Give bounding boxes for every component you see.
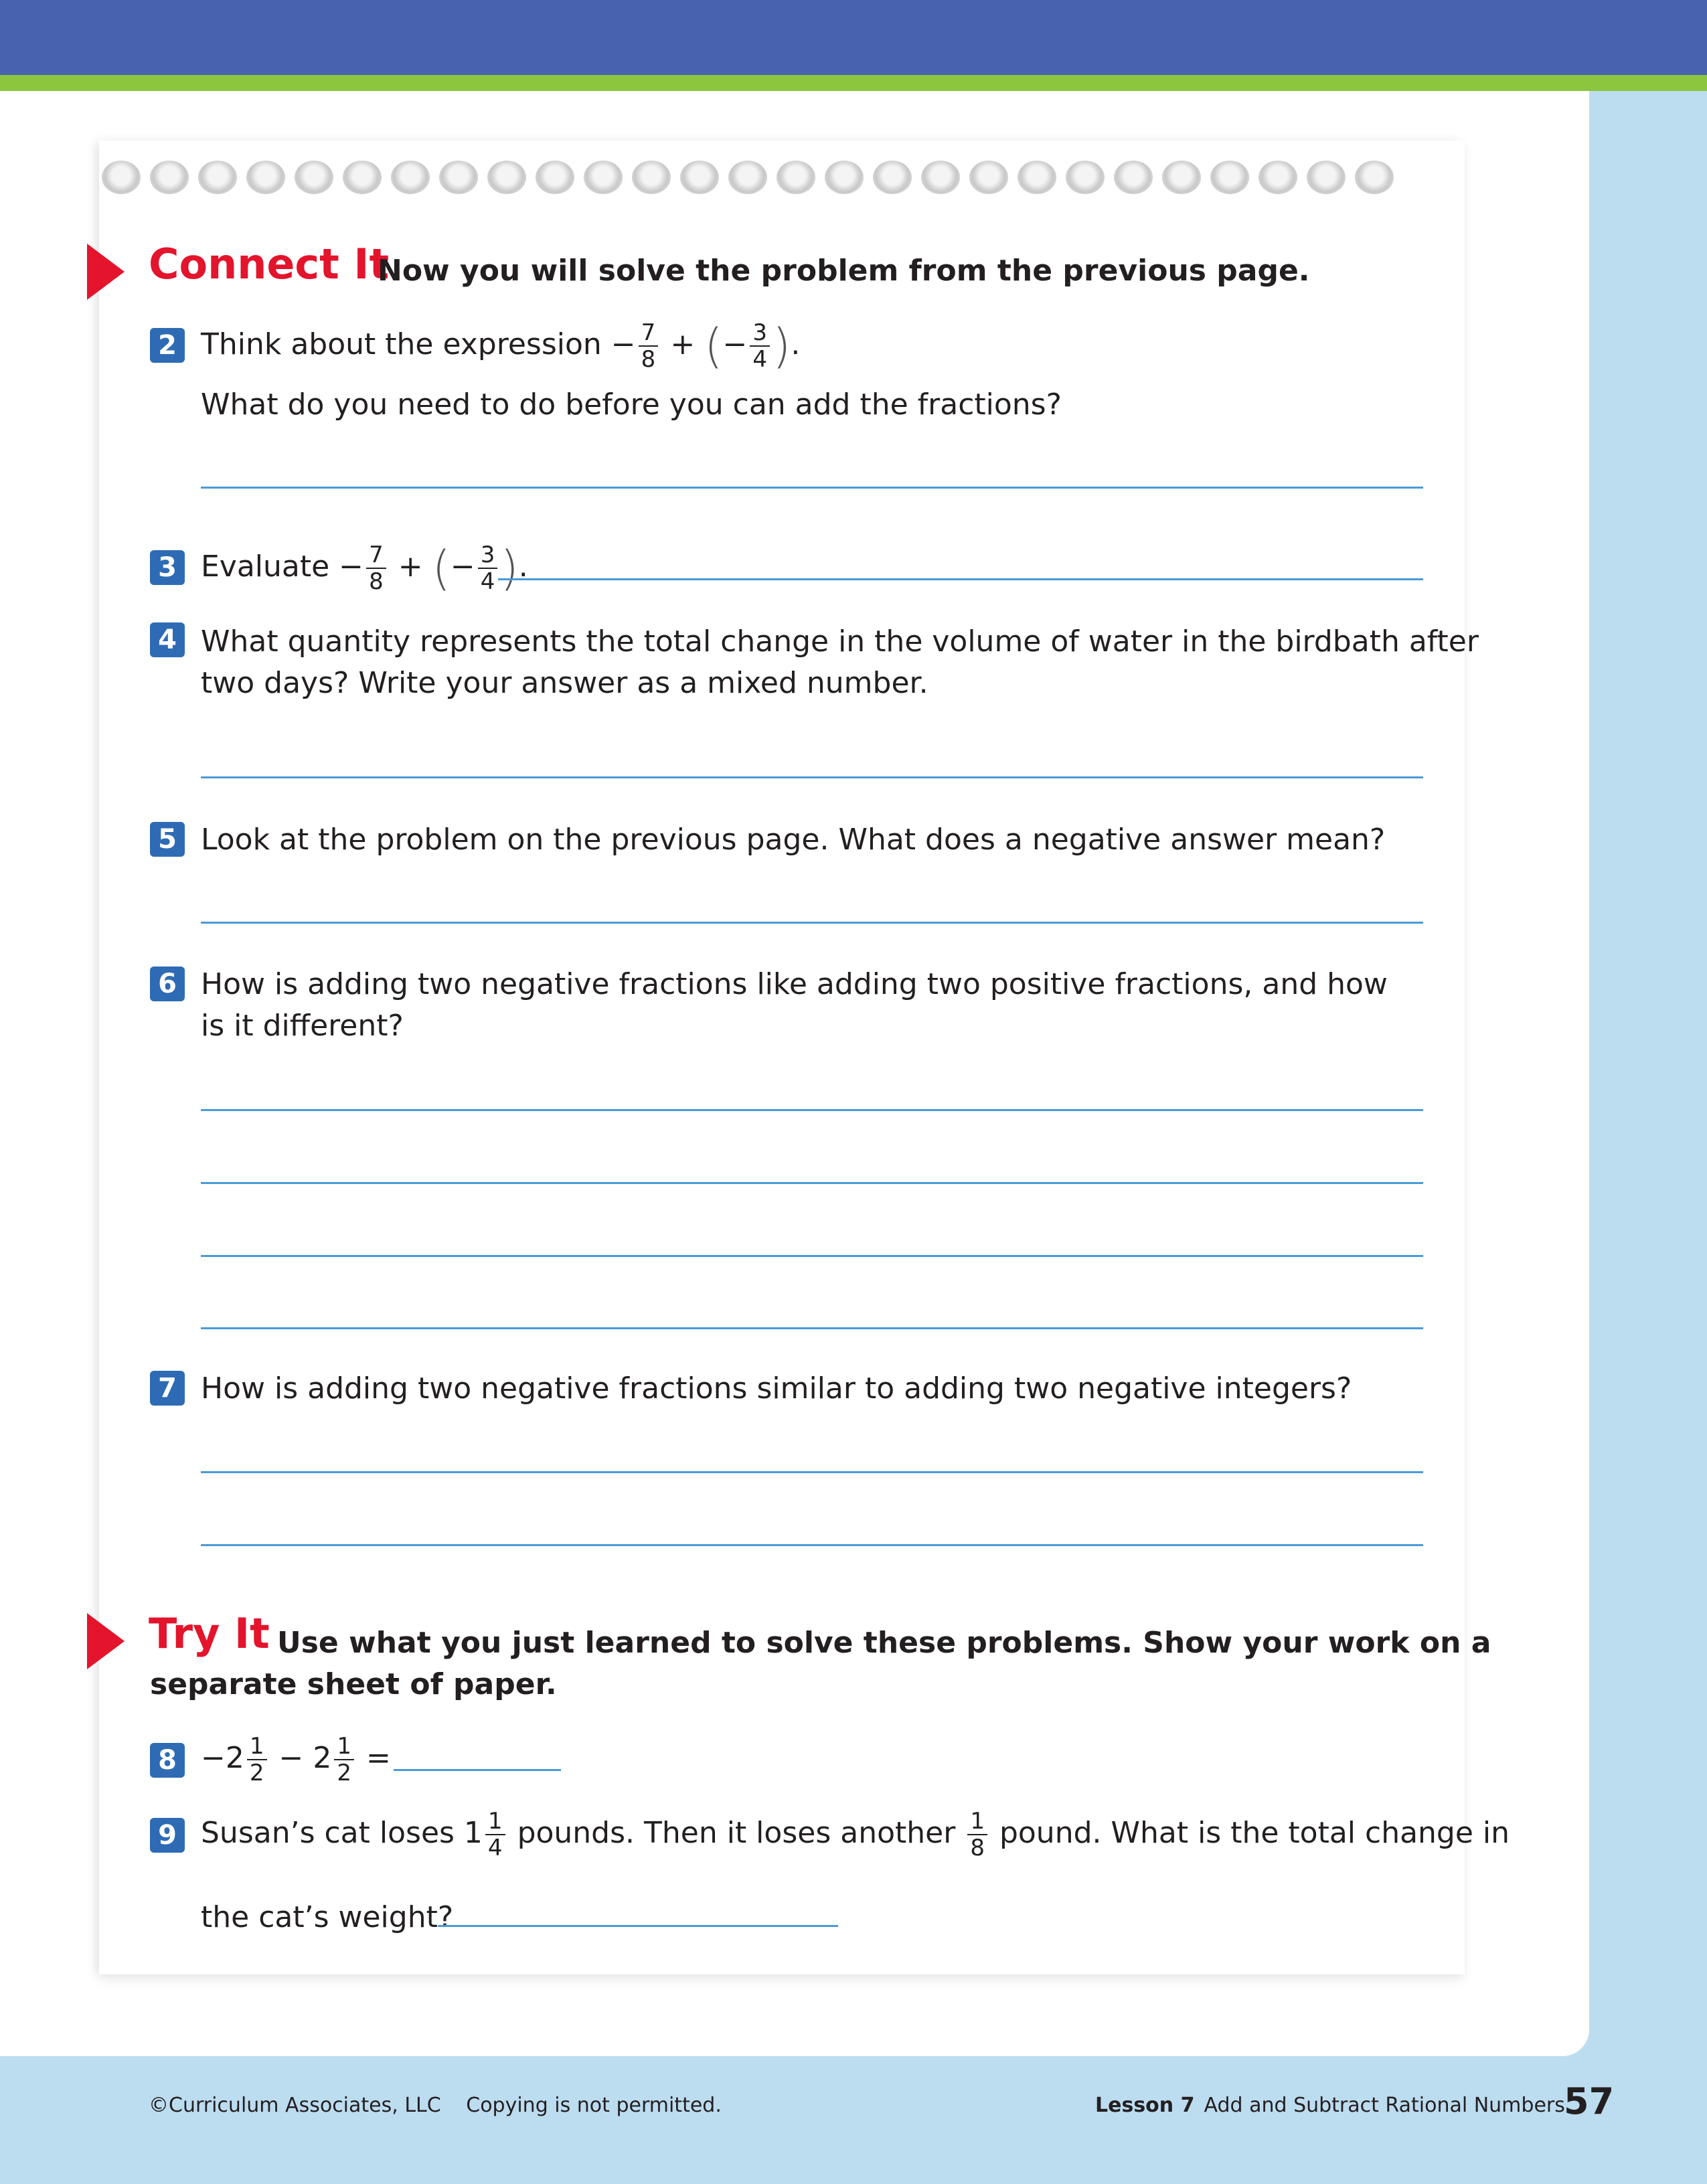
binder-hole [632, 161, 671, 194]
green-stripe [0, 75, 1707, 91]
binder-hole [825, 161, 864, 194]
try-it-subtitle-line-2: separate sheet of paper. [150, 1667, 557, 1701]
period: . [518, 550, 528, 584]
binder-hole [1162, 161, 1201, 194]
binder-hole [1258, 161, 1297, 194]
lesson-label: Lesson 7 [1095, 2094, 1195, 2117]
binder-hole [391, 161, 430, 194]
close-paren: ) [500, 541, 519, 596]
lesson-title: Add and Subtract Rational Numbers [1204, 2094, 1565, 2117]
question-9-middle: pounds. Then it loses another [517, 1816, 956, 1850]
numerator: 3 [478, 542, 498, 569]
question-2-expression [201, 320, 800, 372]
fraction-7-8 [639, 320, 659, 372]
connect-it-title: Connect It [149, 240, 390, 288]
binder-holes [102, 158, 1454, 197]
numerator: 3 [750, 320, 770, 347]
page-number: 57 [1564, 2080, 1615, 2122]
question-3-prefix: Evaluate − [201, 550, 364, 584]
equals-sign: = [366, 1741, 391, 1775]
mixed-whole: −2 [201, 1741, 244, 1775]
fraction-1-4 [485, 1809, 505, 1861]
footer-lesson [1095, 2094, 1565, 2117]
fraction-7-8 [366, 542, 386, 594]
question-8-expression [201, 1734, 391, 1786]
binder-hole [246, 161, 285, 194]
question-number-5: 5 [150, 822, 185, 857]
question-9-prefix: Susan’s cat loses 1 [201, 1816, 483, 1850]
binder-hole [969, 161, 1008, 194]
negative-sign: − [722, 327, 748, 361]
question-6-line-1: How is adding two negative fractions like adding two positive fractions, and how [201, 967, 1388, 1001]
question-6-line-2: is it different? [201, 1009, 404, 1043]
open-paren: ( [432, 541, 451, 596]
mixed-whole: 2 [313, 1741, 332, 1775]
answer-line-q6-3[interactable] [201, 1255, 1423, 1257]
binder-hole [1307, 161, 1346, 194]
denominator: 4 [480, 568, 495, 595]
denominator: 4 [487, 1835, 503, 1861]
answer-line-q6-1[interactable] [201, 1109, 1423, 1111]
fraction-3-4 [750, 320, 770, 372]
footer-copyright [149, 2094, 722, 2117]
denominator: 4 [752, 346, 768, 373]
binder-hole [198, 161, 237, 194]
binder-hole [1210, 161, 1249, 194]
binder-hole [295, 161, 333, 194]
numerator: 7 [366, 542, 386, 569]
denominator: 8 [641, 346, 656, 373]
denominator: 2 [249, 1760, 264, 1786]
copying-notice: Copying is not permitted. [466, 2094, 722, 2117]
close-paren: ) [773, 319, 791, 373]
numerator: 1 [247, 1734, 267, 1760]
fraction-1-2 [334, 1734, 354, 1786]
question-4-line-1: What quantity represents the total change in the volume of water in the birdbath after [201, 624, 1479, 659]
denominator: 8 [970, 1835, 985, 1861]
answer-line-q5[interactable] [201, 922, 1423, 924]
numerator: 1 [485, 1809, 505, 1835]
try-it-subtitle-line-1: Use what you just learned to solve these problems. Show your work on a [277, 1626, 1491, 1660]
connect-it-subtitle: Now you will solve the problem from the previous page. [378, 254, 1310, 288]
period: . [791, 327, 801, 361]
binder-hole [487, 161, 526, 194]
question-number-4: 4 [150, 622, 185, 657]
question-number-6: 6 [150, 967, 185, 1001]
fraction-1-2 [247, 1734, 267, 1786]
binder-hole [777, 161, 815, 194]
binder-hole [1355, 161, 1394, 194]
question-2-prompt: What do you need to do before you can add the fractions? [201, 388, 1062, 422]
binder-hole [1114, 161, 1153, 194]
binder-hole [536, 161, 574, 194]
question-number-7: 7 [150, 1371, 185, 1406]
question-2-prefix: Think about the expression − [201, 327, 636, 361]
binder-hole [102, 161, 141, 194]
binder-hole [1018, 161, 1056, 194]
plus-operator: + [398, 550, 423, 584]
binder-hole [680, 161, 719, 194]
question-number-3: 3 [150, 550, 185, 585]
numerator: 7 [639, 320, 659, 347]
fraction-1-8 [967, 1809, 987, 1861]
answer-line-q8[interactable] [394, 1769, 561, 1771]
fraction-3-4 [478, 542, 498, 594]
minus-operator: − [278, 1741, 304, 1775]
answer-line-q9[interactable] [438, 1925, 838, 1927]
numerator: 1 [967, 1809, 987, 1835]
binder-hole [150, 161, 189, 194]
answer-line-q2[interactable] [201, 487, 1423, 489]
plus-operator: + [670, 327, 696, 361]
answer-line-q3[interactable] [498, 578, 1423, 580]
answer-line-q6-2[interactable] [201, 1182, 1423, 1184]
question-number-2: 2 [150, 328, 185, 363]
copyright-text: ©Curriculum Associates, LLC [149, 2094, 441, 2117]
try-it-title: Try It [149, 1609, 270, 1658]
binder-hole [728, 161, 767, 194]
question-5-text: Look at the problem on the previous page. What does a negative answer mean? [201, 823, 1386, 857]
question-9-line-1 [201, 1809, 1510, 1861]
try-it-pointer-icon [87, 1613, 125, 1669]
denominator: 2 [337, 1760, 352, 1786]
binder-hole [584, 161, 623, 194]
top-banner [0, 0, 1707, 75]
binder-hole [439, 161, 478, 194]
question-9-suffix: pound. What is the total change in [999, 1816, 1510, 1850]
connect-it-pointer-icon [87, 244, 125, 300]
question-number-9: 9 [150, 1818, 185, 1853]
numerator: 1 [334, 1734, 354, 1760]
binder-hole [921, 161, 960, 194]
open-paren: ( [704, 319, 723, 373]
binder-hole [873, 161, 912, 194]
denominator: 8 [369, 568, 384, 595]
question-4-line-2: two days? Write your answer as a mixed number. [201, 666, 928, 700]
question-number-8: 8 [150, 1743, 185, 1778]
question-7-text: How is adding two negative fractions similar to adding two negative integers? [201, 1371, 1352, 1406]
binder-hole [343, 161, 382, 194]
question-3-expression [201, 542, 528, 594]
answer-line-q6-4[interactable] [201, 1327, 1423, 1329]
binder-hole [1066, 161, 1105, 194]
answer-line-q7-1[interactable] [201, 1471, 1423, 1473]
question-9-line-2: the cat’s weight? [201, 1900, 454, 1934]
answer-line-q4[interactable] [201, 776, 1423, 778]
answer-line-q7-2[interactable] [201, 1544, 1423, 1546]
negative-sign: − [450, 550, 475, 584]
